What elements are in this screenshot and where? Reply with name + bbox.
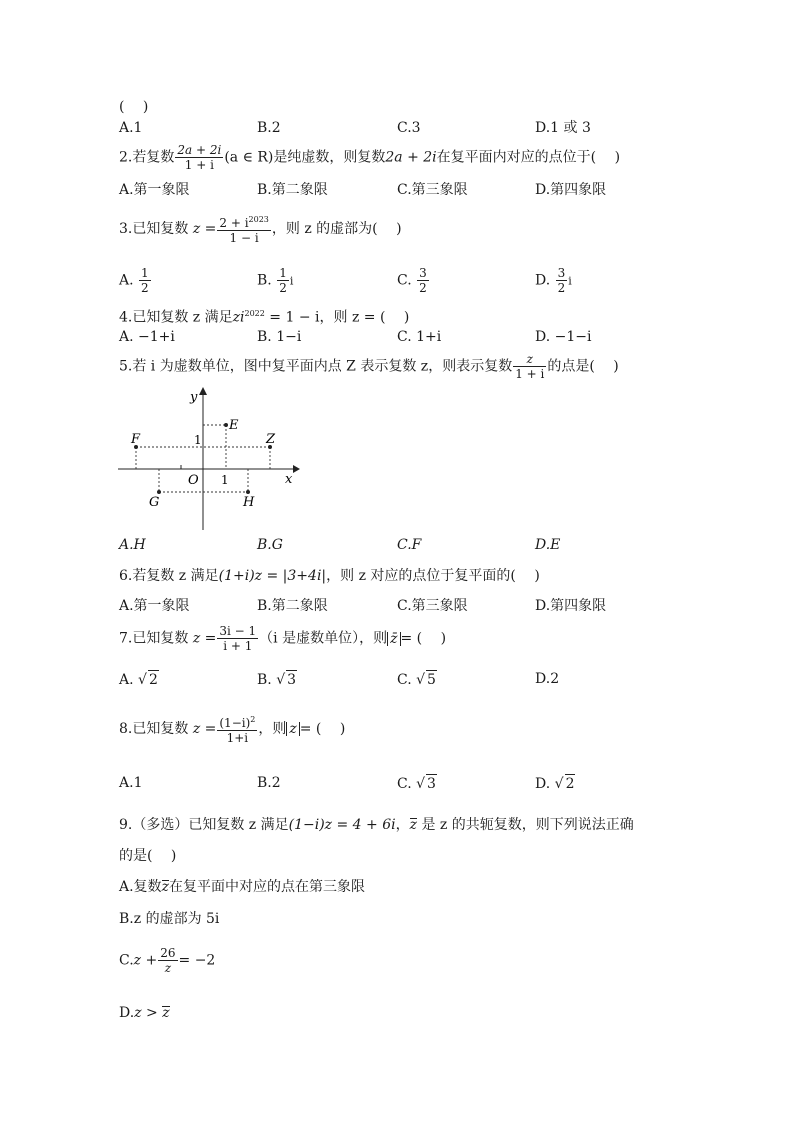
question-9-line-1 <box>119 816 634 834</box>
q6-option-d: D.第四象限 <box>535 598 607 614</box>
q8-option-d-label: D. <box>535 776 551 792</box>
q3-option-c-den: 2 <box>419 281 427 295</box>
q9-option-c-z: z + <box>133 952 158 969</box>
q6-eq: (1+i)z = |3+4i| <box>218 568 327 584</box>
q4-prefix: 4.已知复数 z 满足 <box>119 309 233 326</box>
q3-frac-num: 2 + i <box>219 216 249 230</box>
point-h-label: H <box>243 495 255 510</box>
q3-option-b <box>257 266 293 295</box>
q3-frac-num-wrap <box>217 213 271 231</box>
origin-label: O <box>188 473 199 488</box>
q7-option-b-rad: 3 <box>287 672 297 688</box>
q2-frac-num: 2a + 2i <box>177 143 222 157</box>
q9-line1-c: 是 z 的共轭复数，则下列说法正确 <box>421 817 634 833</box>
q6-option-b: B.第二象限 <box>257 598 328 614</box>
q5-fraction <box>513 352 546 381</box>
q8-abs: z <box>286 722 299 736</box>
q8-fraction <box>217 713 257 745</box>
q4-option-d: D. −1−i <box>535 329 592 345</box>
q3-option-b-num: 1 <box>279 266 287 280</box>
q2-fraction <box>175 143 223 172</box>
q9-option-b: B.z 的虚部为 5i <box>119 911 220 927</box>
q7-abs: z̄ <box>387 632 400 646</box>
q9-option-a-prefix: A.复数 <box>119 879 162 895</box>
q9-option-a-suffix: 在复平面中对应的点在第三象限 <box>168 879 365 895</box>
point-f-label: F <box>131 432 141 447</box>
q7-prefix: 7.已知复数 <box>119 630 189 647</box>
point-h <box>246 490 250 494</box>
q8-option-a-label: A. <box>119 775 134 791</box>
q8-middle: ，则 <box>258 721 287 737</box>
q4-eq-l: zi <box>232 309 245 326</box>
q7-option-b-label: B. <box>257 672 272 688</box>
q5-prefix: 5.若 i 为虚数单位，图中复平面内点 Z 表示复数 z，则表示复数 <box>119 358 513 375</box>
q6-prefix: 6.若复数 z 满足 <box>119 568 219 584</box>
q7-middle: （i 是虚数单位），则 <box>259 630 388 647</box>
q2-prefix: 2.若复数 <box>119 149 175 166</box>
q7-frac-num: 3i − 1 <box>219 624 257 638</box>
q9-option-c-num: 26 <box>160 946 176 960</box>
y-tick-label: 1 <box>194 433 202 447</box>
q3-frac-den: 1 − i <box>229 231 259 245</box>
q3-suffix: ，则 z 的虚部为( ) <box>271 221 402 237</box>
point-z-label: Z <box>266 432 276 447</box>
q9-option-d <box>119 1004 170 1022</box>
q8-option-a <box>119 774 142 792</box>
question-3 <box>119 213 402 245</box>
q8-frac-num: (1−i) <box>219 716 251 730</box>
q4-suffix: ，则 z = ( ) <box>319 309 410 326</box>
q2-frac-den: 1 + i <box>184 158 214 172</box>
q5-option-d: D.E <box>535 537 561 553</box>
q3-option-d-label: D. <box>535 272 551 289</box>
q2-option-a: A.第一象限 <box>119 182 190 198</box>
q3-option-b-den: 2 <box>279 281 287 295</box>
q2-middle: 是纯虚数，则复数 <box>273 149 386 166</box>
q9-option-c-fraction <box>158 946 177 975</box>
q8-option-c-label: C. <box>397 776 412 792</box>
q3-fraction <box>217 213 271 245</box>
x-axis-label: x <box>285 472 293 487</box>
q3-option-a-den: 2 <box>141 281 149 295</box>
q8-exp: 2 <box>250 715 256 724</box>
q3-option-a-num: 1 <box>141 266 149 280</box>
q5-frac-den: 1 + i <box>515 367 545 381</box>
q1-option-d: D.1 或 3 <box>535 120 591 136</box>
q3-option-c-label: C. <box>397 272 412 289</box>
q3-exp: 2023 <box>248 215 269 224</box>
q9-option-d-prefix: D. <box>119 1005 135 1021</box>
q3-option-d <box>535 266 572 295</box>
q8-option-b-label: B. <box>257 775 272 791</box>
q7-lhs: z = <box>192 630 217 647</box>
q8-option-d-rad: 2 <box>565 776 575 792</box>
q5-option-b: B.G <box>257 537 283 553</box>
q8-lhs: z = <box>192 721 217 737</box>
q9-option-d-z: z > <box>134 1005 158 1021</box>
q7-option-b: B. √ 3 <box>257 672 297 688</box>
q9-eq: (1−i)z = 4 + 6i <box>288 817 396 833</box>
q8-frac-num-wrap <box>217 713 257 731</box>
question-5 <box>119 352 619 381</box>
point-e <box>224 423 228 427</box>
complex-plane-figure <box>115 385 300 533</box>
q9-option-d-zbar: z <box>162 1005 170 1021</box>
q8-option-d: D. √ 2 <box>535 776 575 792</box>
q7-suffix: = ( ) <box>400 630 447 647</box>
q8-option-a-value: 1 <box>133 775 143 791</box>
q3-option-d-den: 2 <box>557 281 566 295</box>
q8-frac-den: 1+i <box>226 731 249 745</box>
q6-suffix: ，则 z 对应的点位于复平面的( ) <box>326 568 540 584</box>
q9-option-a-zbar: z <box>161 879 169 895</box>
q4-option-a: A. −1+i <box>119 329 175 345</box>
q3-option-d-num: 3 <box>557 266 566 280</box>
q5-option-c: C.F <box>397 537 422 553</box>
q1-option-a: A.1 <box>119 120 143 136</box>
q9-option-a <box>119 878 365 896</box>
q9-option-c-prefix: C. <box>119 952 134 969</box>
q3-option-b-label: B. <box>257 272 272 289</box>
q8-prefix: 8.已知复数 <box>119 721 189 737</box>
q8-suffix: = ( ) <box>299 721 346 737</box>
q3-option-a <box>119 266 152 295</box>
q8-option-b <box>257 774 281 792</box>
q6-option-c: C.第三象限 <box>397 598 468 614</box>
q9-option-c <box>119 946 215 975</box>
q9-option-c-suffix: = −2 <box>178 952 216 969</box>
q2-option-b: B.第二象限 <box>257 182 328 198</box>
point-g <box>157 490 161 494</box>
q2-suffix: 在复平面内对应的点位于( ) <box>436 149 621 166</box>
question-8 <box>119 713 345 745</box>
q2-option-c: C.第三象限 <box>397 182 468 198</box>
q5-frac-num: z <box>513 352 546 367</box>
q1-option-c: C.3 <box>397 120 421 136</box>
q9-zbar: z <box>409 817 417 833</box>
q4-option-c: C. 1+i <box>397 329 442 345</box>
q1-option-b: B.2 <box>257 120 281 136</box>
q7-option-a-label: A. <box>119 672 134 688</box>
question-7 <box>119 624 446 653</box>
q6-option-a: A.第一象限 <box>119 598 190 614</box>
x-axis-arrow <box>293 465 300 473</box>
q7-option-c-label: C. <box>397 672 412 688</box>
q3-option-b-tail: i <box>289 274 294 288</box>
question-6 <box>119 567 540 585</box>
q1-paren: ( ) <box>119 99 149 115</box>
q7-option-c: C. √ 5 <box>397 672 436 688</box>
point-g-label: G <box>149 495 160 510</box>
y-axis-label: y <box>190 390 198 405</box>
q2-cond: (a ∈ R) <box>224 149 274 166</box>
q7-fraction <box>217 624 258 653</box>
q9-line1-b: ， <box>395 817 410 833</box>
q9-option-c-den: z <box>164 961 172 975</box>
q4-eq-r: = 1 − i <box>264 309 320 326</box>
q7-option-a-rad: 2 <box>148 672 158 688</box>
y-axis-arrow <box>199 387 207 395</box>
q7-option-d-label: D. <box>535 671 551 687</box>
x-tick-label: 1 <box>221 473 229 487</box>
q4-exp: 2022 <box>244 309 265 318</box>
q8-option-c: C. √ 3 <box>397 776 436 792</box>
q5-suffix: 的点是( ) <box>547 358 619 375</box>
q4-option-b: B. 1−i <box>257 329 302 345</box>
point-e-label: E <box>229 418 239 433</box>
question-9-line-2: 的是( ) <box>119 848 177 864</box>
q9-line1-a: 9.（多选）已知复数 z 满足 <box>119 817 289 833</box>
q3-option-a-label: A. <box>119 272 134 289</box>
q7-option-d <box>535 670 559 688</box>
q7-frac-den: i + 1 <box>223 639 253 653</box>
q3-option-c-num: 3 <box>419 266 427 280</box>
q2-expr: 2a + 2i <box>385 149 437 166</box>
q8-option-b-value: 2 <box>271 775 281 791</box>
q3-option-d-tail: i <box>568 274 572 288</box>
q8-option-c-rad: 3 <box>427 776 436 792</box>
q3-lhs: z = <box>192 221 217 237</box>
q7-option-d-value: 2 <box>550 671 560 687</box>
q7-option-c-rad: 5 <box>427 672 436 688</box>
q5-option-a: A.H <box>119 537 146 553</box>
question-4 <box>119 305 409 327</box>
q7-option-a: A. √ 2 <box>119 672 158 688</box>
q3-option-c <box>397 266 430 295</box>
question-2 <box>119 143 620 172</box>
q3-prefix: 3.已知复数 <box>119 221 189 237</box>
q2-option-d: D.第四象限 <box>535 182 607 198</box>
